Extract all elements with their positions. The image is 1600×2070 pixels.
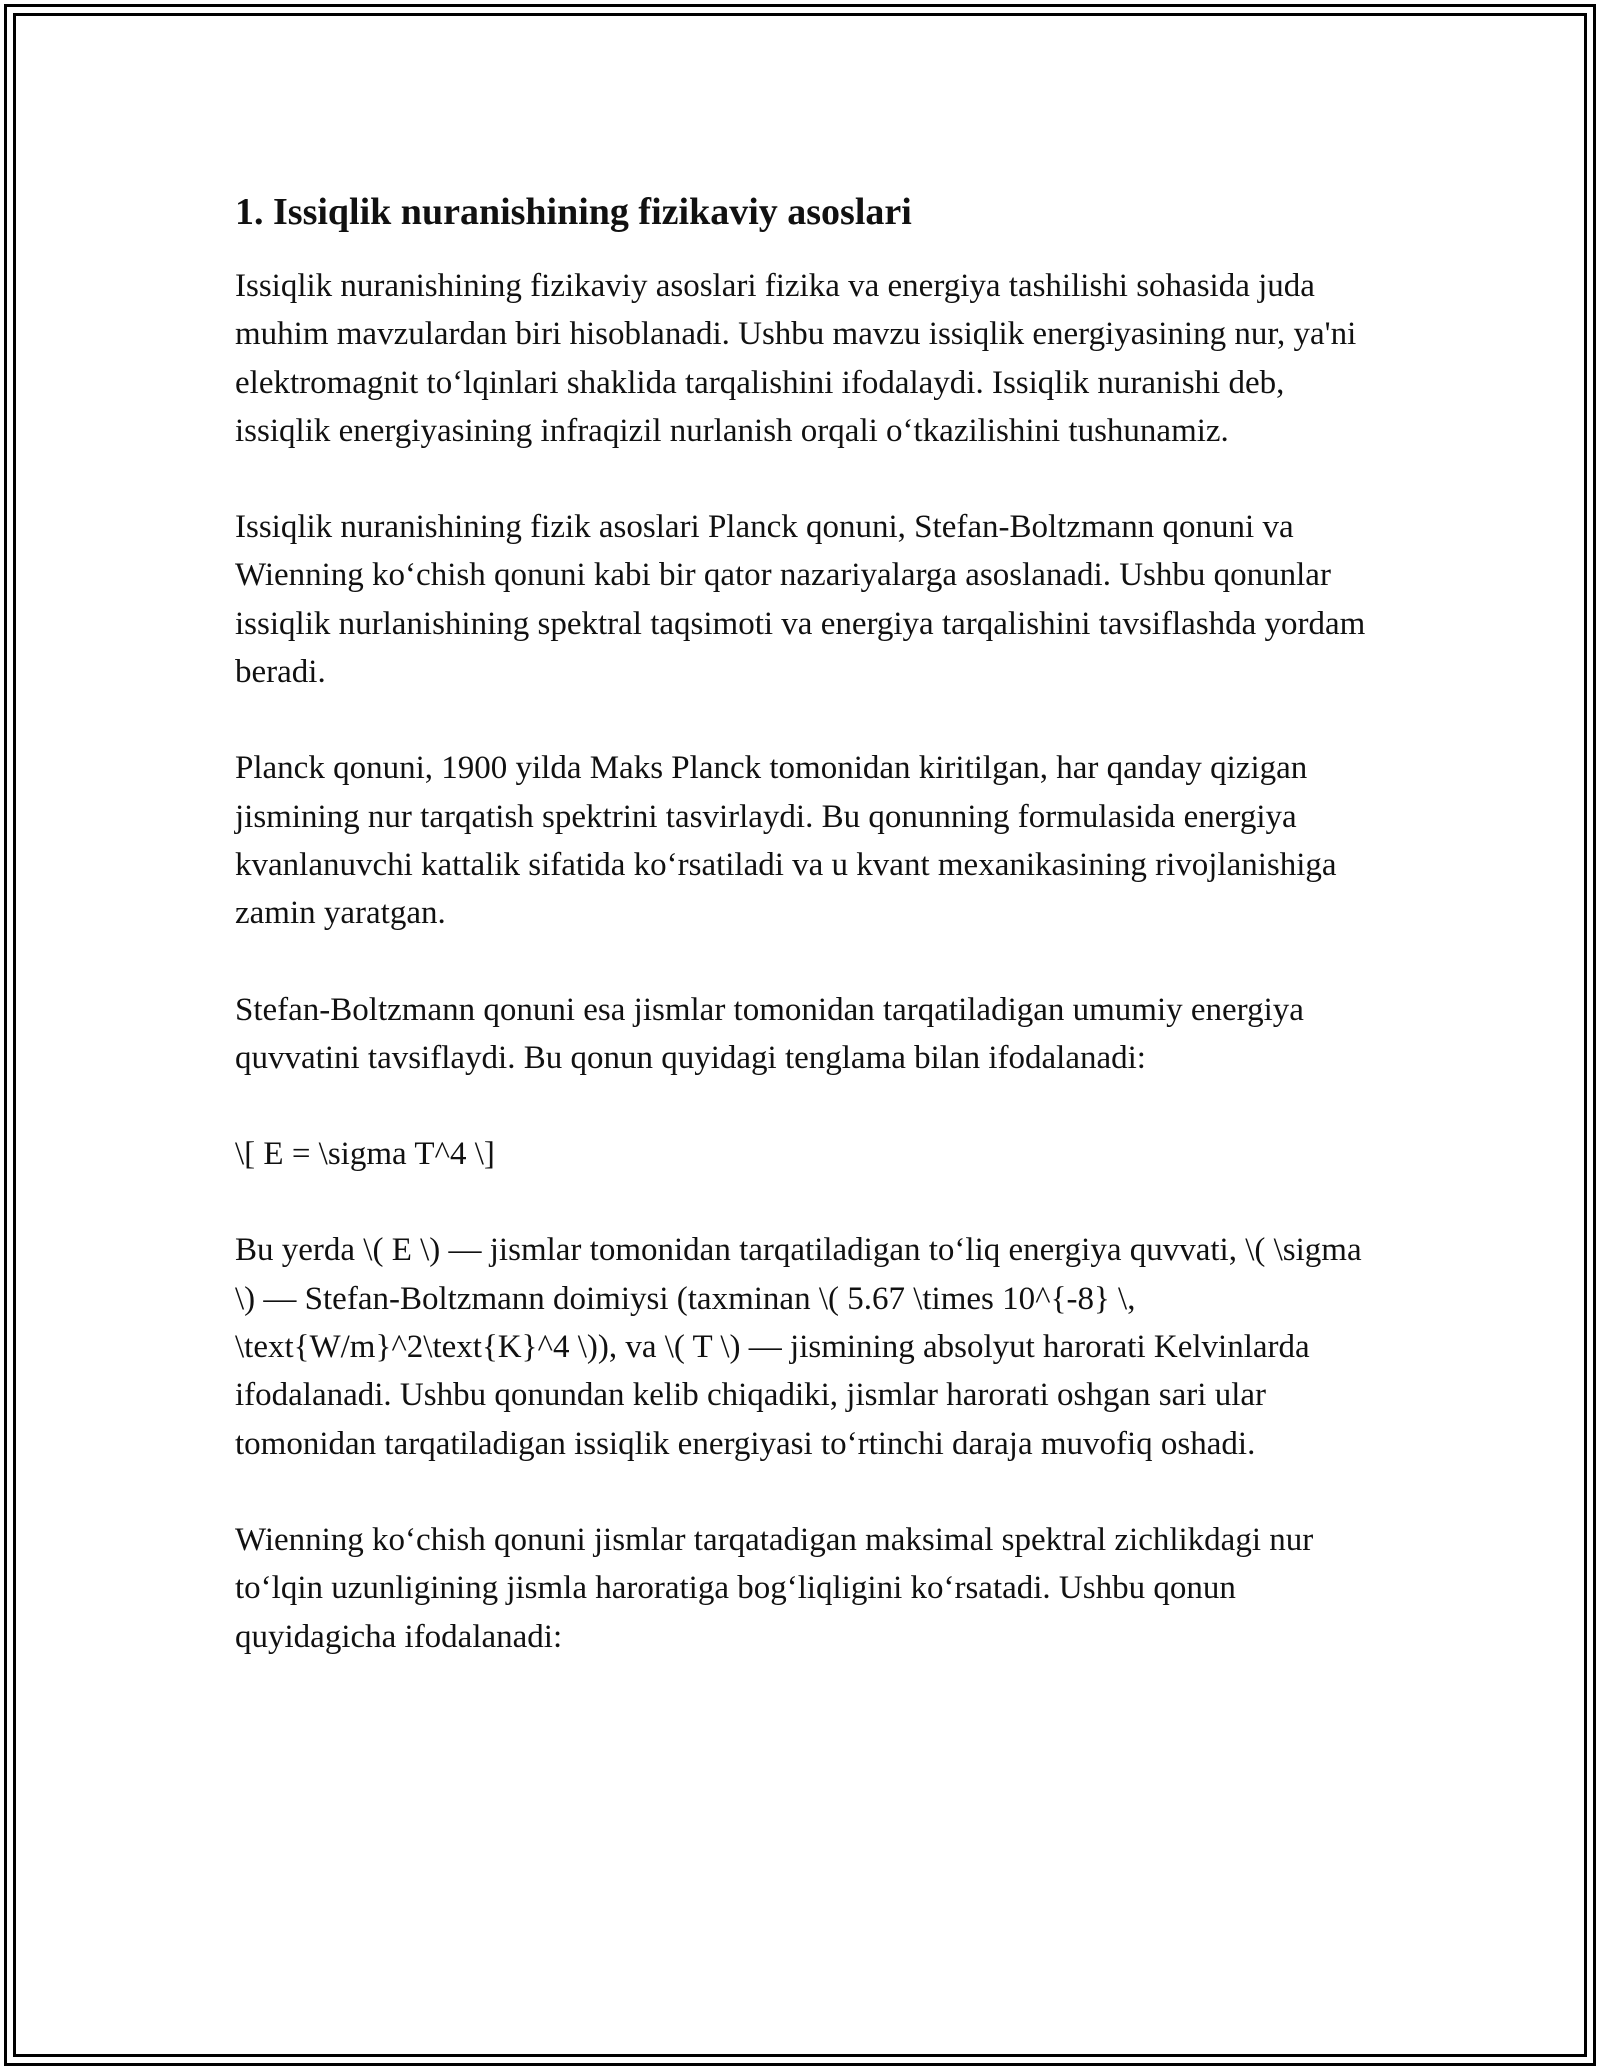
paragraph-formula-explanation: Bu yerda \( E \) — jismlar tomonidan tarqatiladigan to‘liq energiya quvvati, \( \sigma \) — Stefan-Boltzmann doimiysi (taxminan \( 5.67 \times 10^{-8} \, \text{W/m}^2\text{K}^4 \)), va \( T \) — jismining absolyut harorati Kelvinlarda ifodalanadi. Ushbu qonundan kelib chiqadiki, jismlar harorati oshgan sari ular tomonidan tarqatiladigan issiqlik energiyasi to‘rtinchi daraja muvofiq oshadi.: [235, 1232, 1362, 1462]
paragraph-stefan-boltzmann: Stefan-Boltzmann qonuni esa jismlar tomonidan tarqatiladigan umumiy energiya quvvatini tavsiflaydi. Bu qonun quyidagi tenglama bilan ifodalanadi:: [235, 991, 1304, 1076]
paragraph-intro: Issiqlik nuranishining fizikaviy asoslari fizika va energiya tashilishi sohasida juda muhim mavzulardan biri hisoblanadi. Ushbu mavzu issiqlik energiyasining nur, ya'ni elektromagnit to‘lqinlari shaklida tarqalishini ifodalaydi. Issiqlik nuranishi deb, issiqlik energiyasining infraqizil nurlanish orqali o‘tkazilishini tushunamiz.: [235, 268, 1357, 449]
paragraph-laws: Issiqlik nuranishining fizik asoslari Planck qonuni, Stefan-Boltzmann qonuni va Wienning ko‘chish qonuni kabi bir qator nazariyalarga asoslanadi. Ushbu qonunlar issiqlik nurlanishining spektral taqsimoti va energiya tarqalishini tavsiflashda yordam beradi.: [235, 509, 1366, 691]
section-heading: 1. Issiqlik nuranishining fizikaviy asoslari: [235, 191, 912, 233]
paragraph-planck: Planck qonuni, 1900 yilda Maks Planck tomonidan kiritilgan, har qanday qizigan jismining nur tarqatish spektrini tasvirlaydi. Bu qonunning formulasida energiya kvanlanuvchi kattalik sifatida ko‘rsatiladi va u kvant mexanikasining rivojlanishiga zamin yaratgan.: [235, 750, 1337, 932]
paragraph-wien: Wienning ko‘chish qonuni jismlar tarqatadigan maksimal spektral zichlikdagi nur to‘lqin uzunligining jismla haroratiga bog‘liqligini ko‘rsatadi. Ushbu qonun quyidagicha ifodalanadi:: [235, 1521, 1314, 1655]
formula-stefan-boltzmann: \[ E = \sigma T^4 \]: [235, 1136, 495, 1173]
document-body: [235, 186, 1380, 1709]
